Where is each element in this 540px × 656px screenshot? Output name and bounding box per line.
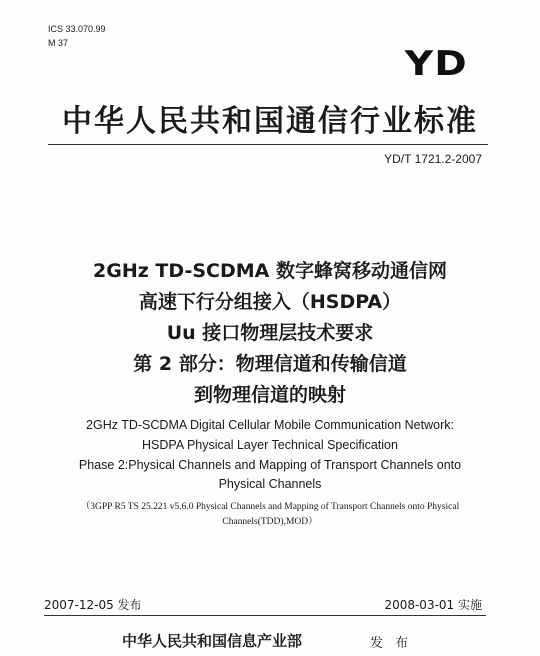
title-cn-line-2: 高速下行分组接入（HSDPA） xyxy=(138,291,402,313)
header-divider xyxy=(48,144,488,145)
organization-title: 中华人民共和国通信行业标准 xyxy=(62,104,478,139)
ics-code: ICS 33.070.99 xyxy=(48,24,106,34)
reference-line-1: （3GPP R5 TS 25.221 v5.6.0 Physical Channels and Mapping of Transport Channels onto Physical xyxy=(80,502,460,512)
standard-number: YD/T 1721.2-2007 xyxy=(384,152,482,166)
reference-line-2: Channels(TDD),MOD） xyxy=(222,517,318,527)
implement-date: 2008-03-01 实施 xyxy=(384,598,482,612)
title-en-line-4: Physical Channels xyxy=(218,477,322,491)
title-cn-line-5: 到物理信道的映射 xyxy=(193,384,346,406)
title-en-line-2: HSDPA Physical Layer Technical Specification xyxy=(142,438,398,452)
yd-logo: YD xyxy=(404,44,468,84)
ccs-code: M 37 xyxy=(48,38,69,48)
title-cn-line-4: 第 2 部分：物理信道和传输信道 xyxy=(133,353,407,375)
title-cn-line-3: Uu 接口物理层技术要求 xyxy=(166,322,374,344)
title-cn-line-1: 2GHz TD-SCDMA 数字蜂窝移动通信网 xyxy=(93,260,447,282)
footer-divider xyxy=(44,615,486,616)
title-en-line-1: 2GHz TD-SCDMA Digital Cellular Mobile Communication Network: xyxy=(86,418,454,432)
issuing-authority: 中华人民共和国信息产业部 xyxy=(122,632,303,650)
title-en-line-3: Phase 2:Physical Channels and Mapping of Transport Channels onto xyxy=(78,458,462,472)
publish-date: 2007-12-05 发布 xyxy=(44,598,142,612)
issue-label: 发 布 xyxy=(370,636,413,651)
